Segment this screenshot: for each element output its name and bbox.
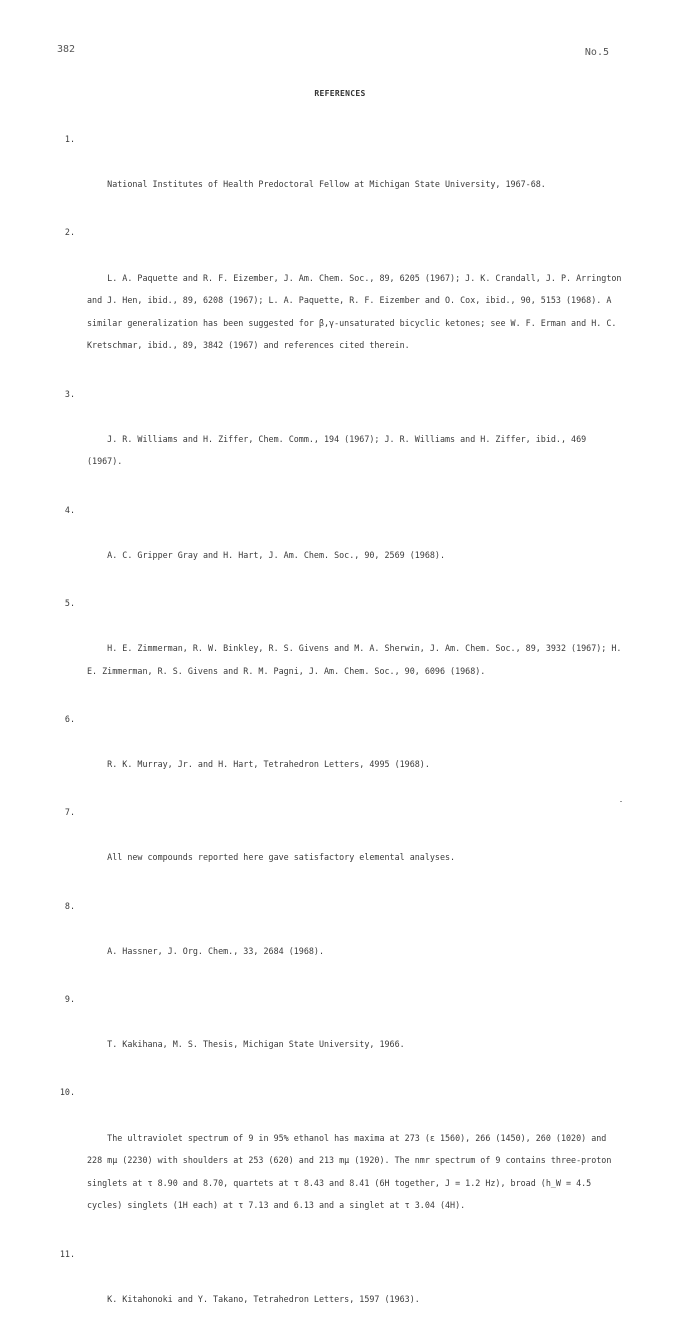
reference-7 <box>45 801 625 891</box>
reference-number: 7. <box>64 807 75 818</box>
reference-8 <box>45 895 625 985</box>
reference-number: 1. <box>64 134 75 144</box>
reference-text: J. R. Williams and H. Ziffer, Chem. Comm., 194 (1967); J. R. Williams and H. Ziffer, ibid., 469 (1967). <box>87 433 592 467</box>
reference-text: All new compounds reported here gave satisfactory elemental analyses. <box>107 852 456 863</box>
reference-3 <box>45 383 625 496</box>
scan-speck <box>620 801 622 802</box>
reference-number: 11. <box>59 1248 75 1259</box>
reference-number: 8. <box>64 900 75 911</box>
reference-10 <box>45 1081 625 1239</box>
issue-number: No.5 <box>584 47 609 58</box>
references-heading: REFERENCES <box>314 89 366 98</box>
page-number: 382 <box>57 44 76 55</box>
reference-number: 4. <box>64 504 75 515</box>
reference-4 <box>45 499 625 589</box>
reference-1 <box>45 128 625 218</box>
reference-number: 3. <box>64 388 75 399</box>
reference-text: R. K. Murray, Jr. and H. Hart, Tetrahedron Letters, 4995 (1968). <box>107 759 430 770</box>
reference-number: 2. <box>64 227 75 238</box>
reference-text: A. Hassner, J. Org. Chem., 33, 2684 (1968). <box>107 945 324 956</box>
reference-2 <box>45 221 625 379</box>
reference-11 <box>45 1243 625 1333</box>
reference-text: K. Kitahonoki and Y. Takano, Tetrahedron Letters, 1597 (1963). <box>107 1293 420 1304</box>
reference-number: 6. <box>64 713 75 724</box>
reference-5 <box>45 592 625 705</box>
reference-number: 10. <box>59 1087 75 1098</box>
reference-6 <box>45 708 625 798</box>
reference-text: The ultraviolet spectrum of 9 in 95% ethanol has maxima at 273 (ε 1560), 266 (1450), 260 (1020) and 228 mμ (2230) with shoulders at 253 (620) and 213 mμ (1920). The nmr spectrum of 9 contains three-proton singlets at τ 8.90 and 8.70, quartets at τ 8.43 and 8.41 (6H together, J = 1.2 Hz), broad (h_W = 4.5 cycles) singlets (1H each) at τ 7.13 and 6.13 and a singlet at τ 3.04 (4H). <box>87 1132 617 1211</box>
reference-text: L. A. Paquette and R. F. Eizember, J. Am. Chem. Soc., 89, 6205 (1967); J. K. Crandall, J. P. Arrington and J. Hen, ibid., 89, 6208 (1967); L. A. Paquette, R. F. Eizember and O. Cox, ibid., 90, 5153 (1968). A similar generalization has been suggested for β,γ-unsaturated bicyclic ketones; see W. F. Erman and H. C. Kretschmar, ibid., 89, 3842 (1967) and references cited therein. <box>87 272 627 351</box>
reference-9 <box>45 988 625 1078</box>
reference-number: 9. <box>64 993 75 1004</box>
reference-list <box>45 128 625 1336</box>
reference-text: A. C. Gripper Gray and H. Hart, J. Am. Chem. Soc., 90, 2569 (1968). <box>107 549 445 560</box>
reference-text: National Institutes of Health Predoctoral Fellow at Michigan State University, 1967-68. <box>107 179 546 190</box>
reference-text: T. Kakihana, M. S. Thesis, Michigan State University, 1966. <box>107 1039 405 1050</box>
reference-text: H. E. Zimmerman, R. W. Binkley, R. S. Givens and M. A. Sherwin, J. Am. Chem. Soc., 89, 3932 (1967); H. E. Zimmerman, R. S. Givens and R. M. Pagni, J. Am. Chem. Soc., 90, 6096 (1968). <box>87 643 627 676</box>
reference-number: 5. <box>64 597 75 608</box>
